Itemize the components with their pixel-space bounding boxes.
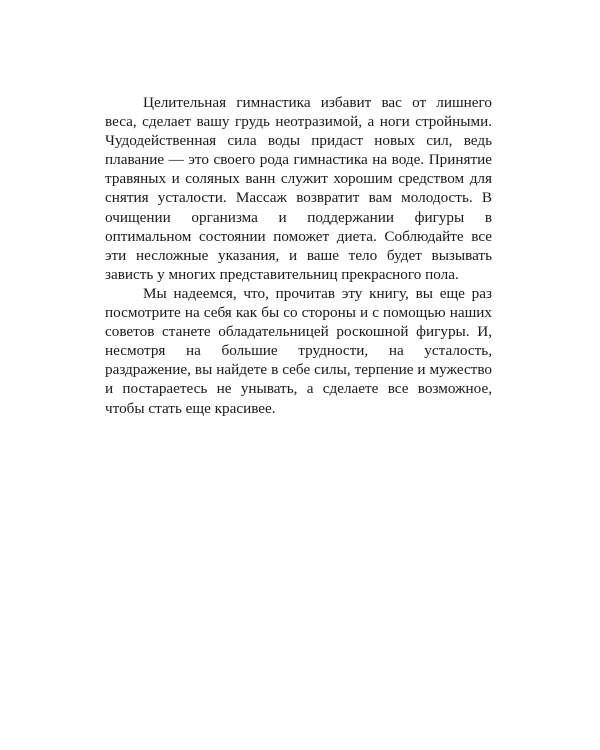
paragraph-line: плавание — это своего рода гимнастика на воде. Принятие bbox=[105, 151, 492, 169]
paragraph-line: эти несложные указания, и ваше тело будет вызывать bbox=[105, 246, 492, 264]
paragraph-1 bbox=[105, 93, 492, 284]
paragraph-line: чтобы стать еще красивее. bbox=[105, 399, 276, 417]
paragraph-2 bbox=[105, 284, 492, 418]
body-text bbox=[105, 93, 492, 418]
paragraph-line: оптимальном состоянии поможет диета. Соблюдайте все bbox=[105, 227, 492, 245]
paragraph-line: несмотря на большие трудности, на усталость, bbox=[105, 342, 492, 360]
paragraph-line: травяных и соляных ванн служит хорошим средством для bbox=[105, 170, 492, 188]
paragraph-line: советов станете обладательницей роскошной фигуры. И, bbox=[105, 323, 492, 341]
paragraph-line: Целительная гимнастика избавит вас от лишнего bbox=[143, 94, 492, 111]
paragraph-line: и постараетесь не унывать, а сделаете все возможное, bbox=[105, 380, 492, 398]
paragraph-line: снятия усталости. Массаж возвратит вам молодость. В bbox=[105, 189, 492, 207]
paragraph-line: зависть у многих представительниц прекрасного пола. bbox=[105, 265, 459, 283]
paragraph-line: очищении организма и поддержании фигуры в bbox=[105, 208, 492, 226]
paragraph-line: веса, сделает вашу грудь неотразимой, а ноги стройными. bbox=[105, 113, 492, 131]
paragraph-line: Чудодейственная сила воды придаст новых сил, ведь bbox=[105, 132, 492, 150]
paragraph-line: Мы надеемся, что, прочитав эту книгу, вы еще раз bbox=[143, 284, 492, 302]
paragraph-line: посмотрите на себя как бы со стороны и с помощью наших bbox=[105, 304, 492, 322]
paragraph-line: раздражение, вы найдете в себе силы, терпение и мужество bbox=[105, 361, 492, 379]
